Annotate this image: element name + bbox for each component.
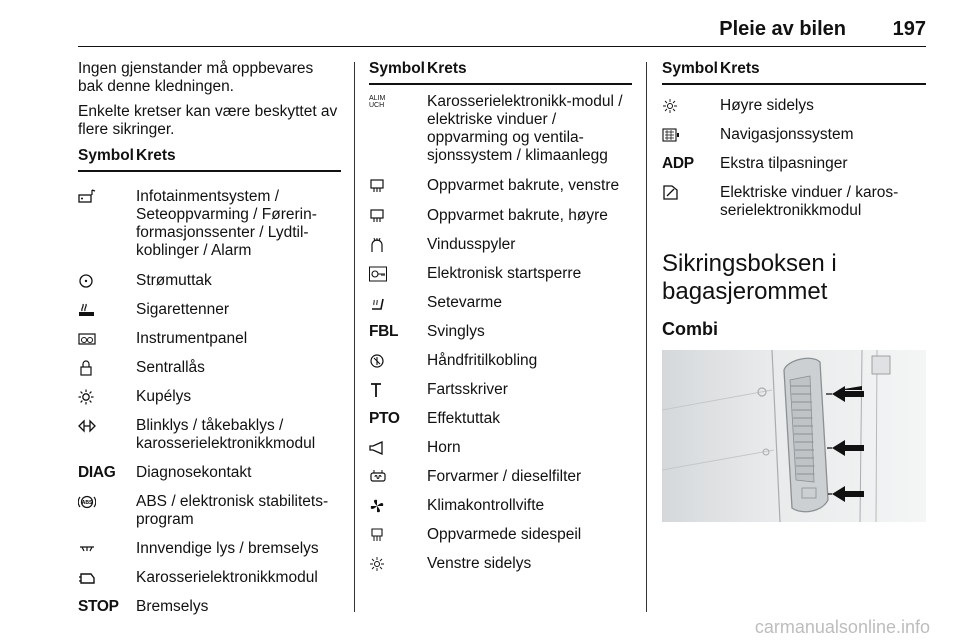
circuit-header: Krets: [720, 60, 760, 77]
abs-icon: [78, 493, 136, 511]
tachograph-icon: [369, 381, 427, 399]
fan-icon: [369, 497, 427, 515]
table-row: [369, 177, 632, 195]
table-row: [78, 569, 341, 587]
column-right: [662, 60, 926, 522]
symbol-header: Symbol: [78, 147, 134, 164]
symbol-text: DIAG: [78, 464, 116, 481]
symbol-text: FBL: [369, 323, 399, 340]
instrument-panel-icon: [78, 330, 136, 348]
navigation-icon: [662, 126, 720, 144]
circuit-header: Krets: [136, 147, 176, 164]
infotainment-icon: [78, 188, 136, 206]
symbol-text: STOP: [78, 598, 119, 615]
table-header: [78, 147, 341, 172]
cigarette-lighter-icon: [78, 301, 136, 319]
subsection-title: Combi: [662, 319, 718, 339]
table-row: [369, 497, 632, 515]
left-sidelight-icon: [369, 555, 427, 573]
heated-rear-window-left-icon: [369, 177, 427, 195]
circuit-label: Navigasjonssystem: [720, 126, 854, 143]
power-outlet-icon: [78, 272, 136, 290]
body-module-icon: [78, 569, 136, 587]
column-middle: [369, 60, 632, 573]
table-row: [369, 381, 632, 399]
table-row: [78, 388, 341, 406]
hands-free-icon: [369, 352, 427, 370]
washer-icon: [369, 236, 427, 254]
interior-brake-light-icon: [78, 540, 136, 558]
table-row: [662, 97, 926, 115]
circuit-label: Klimakontrollvifte: [427, 497, 545, 514]
table-row: [369, 468, 632, 486]
circuit-label: Karosserielektronikkmodul: [136, 569, 318, 586]
circuit-label: Instrumentpanel: [136, 330, 248, 347]
circuit-label: Venstre sidelys: [427, 555, 532, 572]
symbol-text: ADP: [662, 155, 694, 172]
table-row: [78, 272, 341, 290]
heated-rear-window-right-icon: [369, 207, 427, 225]
svg-text:ABS: ABS: [81, 500, 93, 506]
table-row: [369, 265, 632, 283]
circuit-label: Diagnosekontakt: [136, 464, 252, 481]
table-row: [78, 540, 341, 558]
circuit-label: Svinglys: [427, 323, 485, 340]
circuit-label: Strømuttak: [136, 272, 212, 289]
circuit-label: Oppvarmede sidespeil: [427, 526, 582, 543]
diesel-preheat-icon: [369, 468, 427, 486]
table-row: [78, 464, 341, 482]
table-header: [369, 60, 632, 85]
circuit-label: Bremselys: [136, 598, 209, 615]
table-row: [369, 323, 632, 341]
right-sidelight-icon: [662, 97, 720, 115]
circuit-label: Infotainmentsystem / Seteoppvarming / Førerin-formasjonssenter / Lydtil-koblinger / Alarm: [136, 188, 317, 259]
table-row: [369, 352, 632, 370]
intro-paragraph: Ingen gjenstander må oppbevares bak denne kledningen.: [78, 60, 314, 95]
circuit-label: Sentrallås: [136, 359, 205, 376]
symbol-header: Symbol: [369, 60, 425, 77]
immobiliser-icon: [369, 265, 427, 283]
table-row: [369, 236, 632, 254]
circuit-header: Krets: [427, 60, 467, 77]
fuse-box-illustration: [662, 350, 926, 522]
heated-mirror-icon: [369, 526, 427, 544]
table-row: [662, 126, 926, 144]
central-lock-icon: [78, 359, 136, 377]
page-title: Pleie av bilen: [719, 18, 846, 40]
circuit-label: Elektriske vinduer / karos-serielektronikkmodul: [720, 184, 899, 219]
circuit-label: Forvarmer / dieselfilter: [427, 468, 582, 485]
table-row: [78, 301, 341, 319]
column-left: [78, 60, 341, 616]
symbol-text: UCH: [369, 102, 385, 109]
circuit-label: Kupélys: [136, 388, 192, 405]
table-row: [78, 330, 341, 348]
intro-text: [78, 60, 341, 139]
table-header: [662, 60, 926, 85]
watermark: carmanualsonline.info: [754, 617, 930, 637]
section-title: Sikringsboksen i bagasjerommet: [662, 250, 837, 305]
circuit-label: Håndfritilkobling: [427, 352, 538, 369]
symbol-text: ALIM: [369, 95, 386, 102]
table-row: [369, 410, 632, 428]
circuit-label: Blinklys / tåkebaklys / karosserielektronikkmodul: [136, 417, 316, 452]
table-row: [662, 155, 926, 173]
circuit-label: Innvendige lys / bremselys: [136, 540, 319, 557]
table-row: [662, 184, 926, 220]
intro-paragraph: Enkelte kretser kan være beskyttet av flere sikringer.: [78, 103, 338, 138]
table-row: [78, 188, 341, 260]
circuit-label: Karosserielektronikk-modul / elektriske vinduer / oppvarming og ventila-sjonssystem / klimaanlegg: [427, 93, 623, 164]
circuit-label: ABS / elektronisk stabilitets-program: [136, 493, 329, 528]
interior-light-icon: [78, 388, 136, 406]
table-row: [369, 439, 632, 457]
circuit-label: Oppvarmet bakrute, høyre: [427, 207, 608, 224]
symbol-header: Symbol: [662, 60, 718, 77]
circuit-label: Setevarme: [427, 294, 502, 311]
column-divider: [354, 62, 355, 612]
table-row: [369, 526, 632, 544]
table-row: [78, 493, 341, 529]
circuit-label: Høyre sidelys: [720, 97, 814, 114]
circuit-label: Effektuttak: [427, 410, 500, 427]
fuse-box-photo: [662, 350, 926, 522]
turn-signal-icon: [78, 417, 136, 435]
seat-heating-icon: [369, 294, 427, 312]
table-row: [78, 359, 341, 377]
table-row: [369, 555, 632, 573]
circuit-label: Ekstra tilpasninger: [720, 155, 848, 172]
circuit-label: Sigarettenner: [136, 301, 230, 318]
column-divider: [646, 62, 647, 612]
circuit-label: Fartsskriver: [427, 381, 508, 398]
table-row: [78, 598, 341, 616]
circuit-label: Oppvarmet bakrute, venstre: [427, 177, 620, 194]
horn-icon: [369, 439, 427, 457]
table-row: [369, 207, 632, 225]
table-row: [369, 93, 632, 165]
table-row: [78, 417, 341, 453]
table-row: [369, 294, 632, 312]
circuit-label: Elektronisk startsperre: [427, 265, 582, 282]
circuit-label: Vindusspyler: [427, 236, 516, 253]
symbol-text: PTO: [369, 410, 400, 427]
page-number: 197: [892, 18, 926, 40]
page-header: [78, 0, 926, 47]
power-window-icon: [662, 184, 720, 202]
circuit-label: Horn: [427, 439, 461, 456]
